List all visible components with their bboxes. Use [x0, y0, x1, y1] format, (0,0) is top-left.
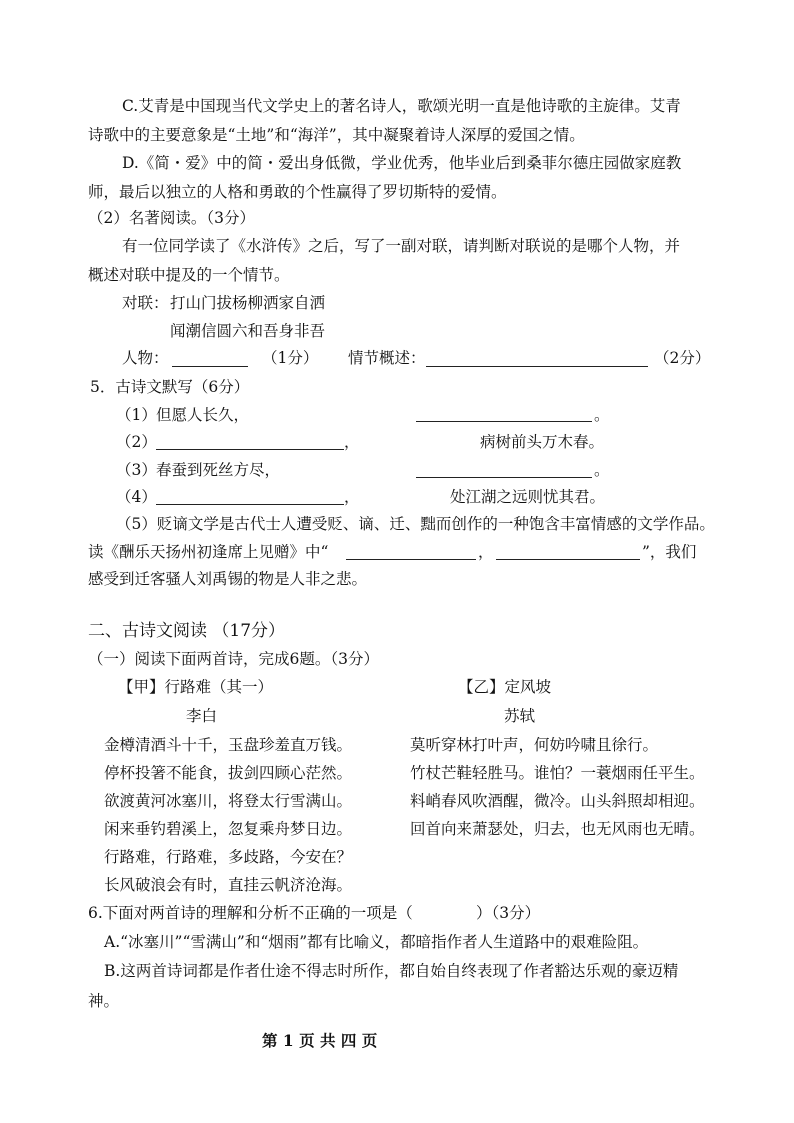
- q5-item5-line1: （5）贬谪文学是古代士人遭受贬、谪、迁、黜而创作的一种饱含丰富情感的文学作品。: [116, 515, 715, 533]
- q5-item4-blank[interactable]: [156, 488, 344, 505]
- q5-item3-text: 春蚕到死丝方尽，: [156, 461, 281, 479]
- q5-heading: 5．古诗文默写（6分）: [90, 378, 250, 396]
- q5-item2-blank[interactable]: [156, 433, 344, 450]
- q5-item4-number: （4）: [116, 488, 157, 506]
- q5-item2-text: 病树前头万木春。: [480, 433, 605, 451]
- q5-item2-comma: ，: [344, 433, 360, 451]
- person-points: （1分）: [262, 349, 319, 367]
- q6-stem-end: ）（3分）: [476, 904, 541, 922]
- q5-item4-comma: ，: [344, 488, 360, 506]
- couplet-line1: 打山门拔杨柳洒家自洒: [170, 294, 326, 312]
- plot-label: 情节概述：: [348, 349, 426, 367]
- q5-item1-end: 。: [594, 406, 610, 424]
- q6-option-b-line2: 神。: [88, 992, 120, 1010]
- q5-item3-number: （3）: [116, 461, 157, 479]
- q4-part2-prompt-line2: 概述对联中提及的一个情节。: [88, 266, 290, 284]
- q5-item5-line2-start: 读《酬乐天扬州初逢席上见赠》中“: [88, 543, 329, 561]
- option-c-line1: C.艾青是中国现当代文学史上的著名诗人，歌颂光明一直是他诗歌的主旋律。艾青: [122, 97, 681, 115]
- person-label: 人物：: [122, 349, 169, 367]
- poem-a-line: 行路难，行路难，多歧路，今安在？: [104, 848, 353, 866]
- option-d-line1: D.《简・爱》中的简・爱出身低微，学业优秀，他毕业后到桑菲尔德庄园做家庭教: [122, 154, 682, 172]
- q4-part2-prompt-line1: 有一位同学读了《水浒传》之后，写了一副对联，请判断对联说的是哪个人物，并: [122, 237, 681, 255]
- q5-item3-blank[interactable]: [416, 461, 592, 478]
- q5-item1-number: （1）: [116, 406, 157, 424]
- plot-answer-blank[interactable]: [426, 350, 648, 367]
- poem-b-title: 【乙】定风坡: [458, 678, 552, 696]
- q6-stem-start: 6.下面对两首诗的理解和分析不正确的一项是（: [88, 904, 413, 922]
- option-c-line2: 诗歌中的主要意象是“土地”和“海洋”，其中凝聚着诗人深厚的爱国之情。: [88, 126, 585, 144]
- poem-b-author: 苏轼: [504, 707, 536, 725]
- poem-b-line: 莫听穿林打叶声，何妨吟啸且徐行。: [410, 736, 659, 754]
- q5-item2-number: （2）: [116, 433, 157, 451]
- option-d-line2: 师，最后以独立的人格和勇敢的个性赢得了罗切斯特的爱情。: [88, 183, 507, 201]
- page-footer: 第 1 页 共 四 页: [262, 1031, 378, 1050]
- poem-a-line: 闲来垂钓碧溪上，忽复乘舟梦日边。: [104, 820, 353, 838]
- poem-b-line: 料峭春风吹酒醒，微冷。山头斜照却相迎。: [410, 792, 705, 810]
- poem-b-line: 竹杖芒鞋轻胜马。谁怕？一蓑烟雨任平生。: [410, 764, 705, 782]
- poem-a-title: 【甲】行路难（其一）: [118, 678, 274, 696]
- poem-a-line: 欲渡黄河冰塞川，将登太行雪满山。: [104, 792, 353, 810]
- plot-points: （2分）: [654, 349, 711, 367]
- poem-a-line: 长风破浪会有时，直挂云帆济沧海。: [104, 876, 353, 894]
- couplet-line2: 闻潮信圆六和吾身非吾: [170, 322, 326, 340]
- q6-option-a: A.“冰塞川”“雪满山”和“烟雨”都有比喻义，都暗指作者人生道路中的艰难险阻。: [104, 933, 649, 951]
- q5-item3-end: 。: [594, 461, 610, 479]
- section2-subheading: （一）阅读下面两首诗，完成6题。（3分）: [88, 650, 379, 668]
- q5-item5-line3: 感受到迁客骚人刘禹锡的物是人非之悲。: [88, 570, 368, 588]
- q5-item1-text: 但愿人长久，: [156, 406, 250, 424]
- couplet-label: 对联：: [122, 294, 169, 312]
- person-answer-blank[interactable]: [172, 350, 248, 367]
- q5-item5-line2-end: ”，我们: [642, 543, 697, 561]
- q5-item1-blank[interactable]: [416, 405, 592, 422]
- poem-a-author: 李白: [186, 707, 218, 725]
- poem-b-line: 回首向来萧瑟处，归去，也无风雨也无晴。: [410, 820, 705, 838]
- poem-a-line: 金樽清酒斗十千，玉盘珍羞直万钱。: [104, 736, 353, 754]
- q5-item5-line2-comma: ，: [478, 543, 494, 561]
- q5-item5-blank1[interactable]: [346, 543, 476, 560]
- q5-item5-blank2[interactable]: [496, 543, 640, 560]
- q6-option-b-line1: B.这两首诗词都是作者仕途不得志时所作，都自始自终表现了作者豁达乐观的豪迈精: [104, 962, 679, 980]
- poem-a-line: 停杯投箸不能食，拔剑四顾心茫然。: [104, 764, 353, 782]
- section2-title: 二、古诗文阅读 （17分）: [88, 621, 286, 641]
- q4-part2-heading: （2）名著阅读。（3分）: [88, 209, 255, 227]
- q5-item4-text: 处江湖之远则忧其君。: [450, 488, 606, 506]
